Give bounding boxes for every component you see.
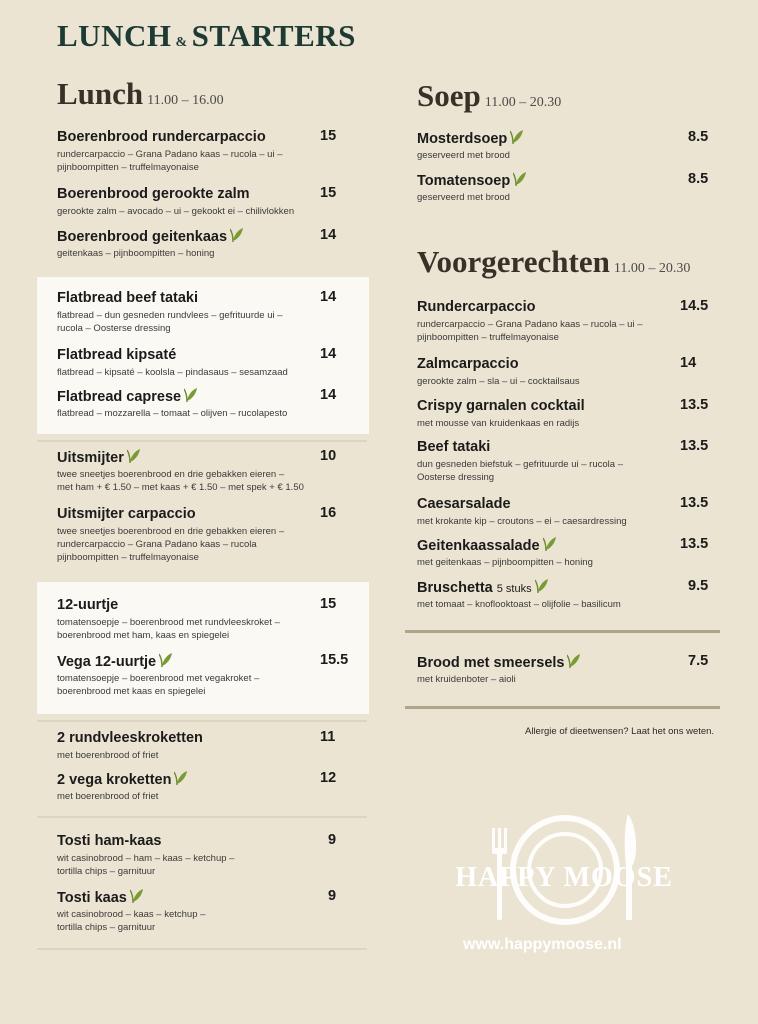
item-name: Tomatensoep [417,173,527,189]
menu-item [417,171,709,204]
item-name: Bruschetta 5 stuks [417,580,549,596]
item-description [417,515,627,528]
item-price: 9 [328,888,337,904]
item-price: 15.5 [320,652,349,668]
item-price: 13.5 [680,536,709,552]
item-name: Uitsmijter [57,450,141,466]
description-line: met krokante kip – croutons – ei – caesardressing [417,516,627,527]
item-price: 13.5 [680,438,709,454]
divider [405,706,720,709]
section-heading-voorgerechten: Voorgerechten 11.00 – 20.30 [417,244,691,279]
item-price: 14 [680,355,697,371]
item-description [417,149,524,162]
description-line: met kruidenboter – aioli [417,674,516,685]
item-price: 7.5 [688,653,709,669]
item-sub: 5 stuks [496,583,532,595]
divider [37,440,367,442]
description-line: met boerenbrood of friet [57,750,159,761]
item-description [57,366,288,379]
leaf-icon [130,888,144,904]
allergy-note: Allergie of dieetwensen? Laat het ons weten. [525,726,715,737]
item-name: Flatbread kipsaté [57,347,177,363]
item-price: 8.5 [688,171,709,187]
description-line: Oosterse dressing [417,472,495,483]
item-description [57,525,284,564]
menu-item [57,770,337,803]
leaf-icon [174,770,188,786]
menu-item [57,448,337,494]
description-line: met mousse van kruidenkaas en radijs [417,418,580,429]
item-description [57,672,259,698]
item-description [417,673,581,686]
description-line: met ham + € 1.50 – met kaas + € 1.50 – met spek + € 1.50 [57,482,304,493]
leaf-icon [535,578,549,594]
item-price: 15 [320,185,337,201]
description-line: tortilla chips – garnituur [57,866,156,877]
item-name: Caesarsalade [417,496,511,512]
menu-item [417,129,709,162]
item-name: Tosti ham-kaas [57,833,162,849]
item-name: Boerenbrood rundercarpaccio [57,129,266,145]
description-line: flatbread – mozzarella – tomaat – olijven – rucolapesto [57,408,288,419]
menu-item [57,346,337,379]
item-description [57,852,234,878]
item-name: Rundercarpaccio [417,299,536,315]
item-price: 14 [320,289,337,305]
item-price: 8.5 [688,129,709,145]
description-line: pijnboompitten – truffelmayonaise [417,332,559,343]
description-line: wit casinobrood – ham – kaas – ketchup – [57,853,235,864]
logo-text: HAPPY MOOSE [455,862,673,893]
item-price: 9.5 [688,578,709,594]
description-line: twee sneetjes boerenbrood en drie gebakken eieren – [57,526,285,537]
description-line: geitenkaas – pijnboompitten – honing [57,248,215,259]
menu-item [57,128,337,174]
item-name: Beef tataki [417,439,491,455]
item-price: 10 [320,448,337,464]
item-description [57,468,304,494]
leaf-icon [543,536,557,552]
item-description [417,458,623,484]
item-price: 15 [320,128,337,144]
item-description [57,908,205,934]
item-name: Zalmcarpaccio [417,356,519,372]
menu-item [57,227,337,260]
description-line: rundercarpaccio – Grana Padano kaas – rucola – ui – [57,149,283,160]
divider [37,720,367,722]
item-name: Tosti kaas [57,890,144,906]
item-price: 14 [320,387,337,403]
description-line: wit casinobrood – kaas – ketchup – [57,909,206,920]
item-description [417,598,621,611]
description-line: tortilla chips – garnituur [57,922,156,933]
item-name: 12-uurtje [57,597,119,613]
description-line: boerenbrood met ham, kaas en spiegelei [57,630,230,641]
item-description [57,205,294,218]
item-price: 11 [320,729,336,745]
item-description [57,790,188,803]
item-name: Brood met smeersels [417,655,581,671]
item-description [57,148,283,174]
menu-item [57,729,336,762]
description-line: gerookte zalm – avocado – ui – gekookt ei – chilivlokken [57,206,295,217]
item-price: 14.5 [680,298,709,314]
item-description [57,247,244,260]
item-name: Mosterdsoep [417,131,524,147]
menu-item [57,505,337,564]
menu-item [57,289,337,335]
description-line: rucola – Oosterse dressing [57,323,171,334]
leaf-icon [510,129,524,145]
item-description [57,309,283,335]
item-description [417,556,593,569]
leaf-icon [567,653,581,669]
item-description [57,407,287,420]
website-link[interactable]: www.happymoose.nl [463,936,622,953]
item-description [417,318,643,344]
leaf-icon [127,448,141,464]
menu-item [417,355,697,388]
description-line: pijnboompitten – truffelmayonaise [57,552,199,563]
description-line: pijnboompitten – truffelmayonaise [57,162,199,173]
leaf-icon [230,227,244,243]
menu-item [57,888,337,934]
item-price: 14 [320,227,337,243]
section-heading-soep: Soep 11.00 – 20.30 [417,78,562,113]
menu-item [417,397,709,430]
item-price: 13.5 [680,495,709,511]
item-description [417,191,527,204]
menu-item [57,832,337,878]
item-name: 2 vega kroketten [57,772,188,788]
menu-item [417,653,709,686]
item-name: 2 rundvleeskroketten [57,730,203,746]
item-price: 14 [320,346,337,362]
description-line: tomatensoepje – boerenbrood met rundvleeskroket – [57,617,280,628]
item-description [417,375,580,388]
description-line: met geitenkaas – pijnboompitten – honing [417,557,593,568]
leaf-icon [159,652,173,668]
item-name: Flatbread caprese [57,389,198,405]
menu-item [57,185,337,218]
description-line: flatbread – kipsaté – koolsla – pindasaus – sesamzaad [57,367,288,378]
description-line: rundercarpaccio – Grana Padano kaas – rucola – ui – [417,319,643,330]
menu-item [57,387,337,420]
menu-item [417,495,709,528]
menu-item [417,298,709,344]
page-title: LUNCH & STARTERS [57,18,356,53]
description-line: boerenbrood met kaas en spiegelei [57,686,206,697]
description-line: geserveerd met brood [417,150,510,161]
item-price: 16 [320,505,337,521]
description-line: dun gesneden biefstuk – gefrituurde ui – rucola – [417,459,623,470]
description-line: twee sneetjes boerenbrood en drie gebakken eieren – [57,469,285,480]
description-line: tomatensoepje – boerenbrood met vegakroket – [57,673,260,684]
menu-item [57,596,337,642]
item-name: Uitsmijter carpaccio [57,506,196,522]
menu-item [417,536,709,569]
item-description [57,616,280,642]
item-name: Geitenkaassalade [417,538,557,554]
item-name: Boerenbrood geitenkaas [57,229,244,245]
item-price: 15 [320,596,337,612]
item-description [57,749,203,762]
item-price: 12 [320,770,337,786]
leaf-icon [513,171,527,187]
menu-item [417,438,709,484]
section-heading-lunch: Lunch 11.00 – 16.00 [57,76,224,111]
menu-item [417,578,709,611]
divider [37,816,367,818]
item-name: Boerenbrood gerookte zalm [57,186,250,202]
item-name: Flatbread beef tataki [57,290,199,306]
menu-item [57,652,349,698]
description-line: rundercarpaccio – Grana Padano kaas – rucola [57,539,257,550]
description-line: met boerenbrood of friet [57,791,159,802]
description-line: met tomaat – knoflooktoast – olijfolie – basilicum [417,599,621,610]
item-description [417,417,585,430]
item-name: Crispy garnalen cocktail [417,398,585,414]
leaf-icon [184,387,198,403]
description-line: geserveerd met brood [417,192,510,203]
description-line: gerookte zalm – sla – ui – cocktailsaus [417,376,580,387]
divider [405,630,720,633]
item-price: 13.5 [680,397,709,413]
item-name: Vega 12-uurtje [57,654,173,670]
description-line: flatbread – dun gesneden rundvlees – gefrituurde ui – [57,310,283,321]
divider [37,948,367,950]
item-price: 9 [328,832,337,848]
